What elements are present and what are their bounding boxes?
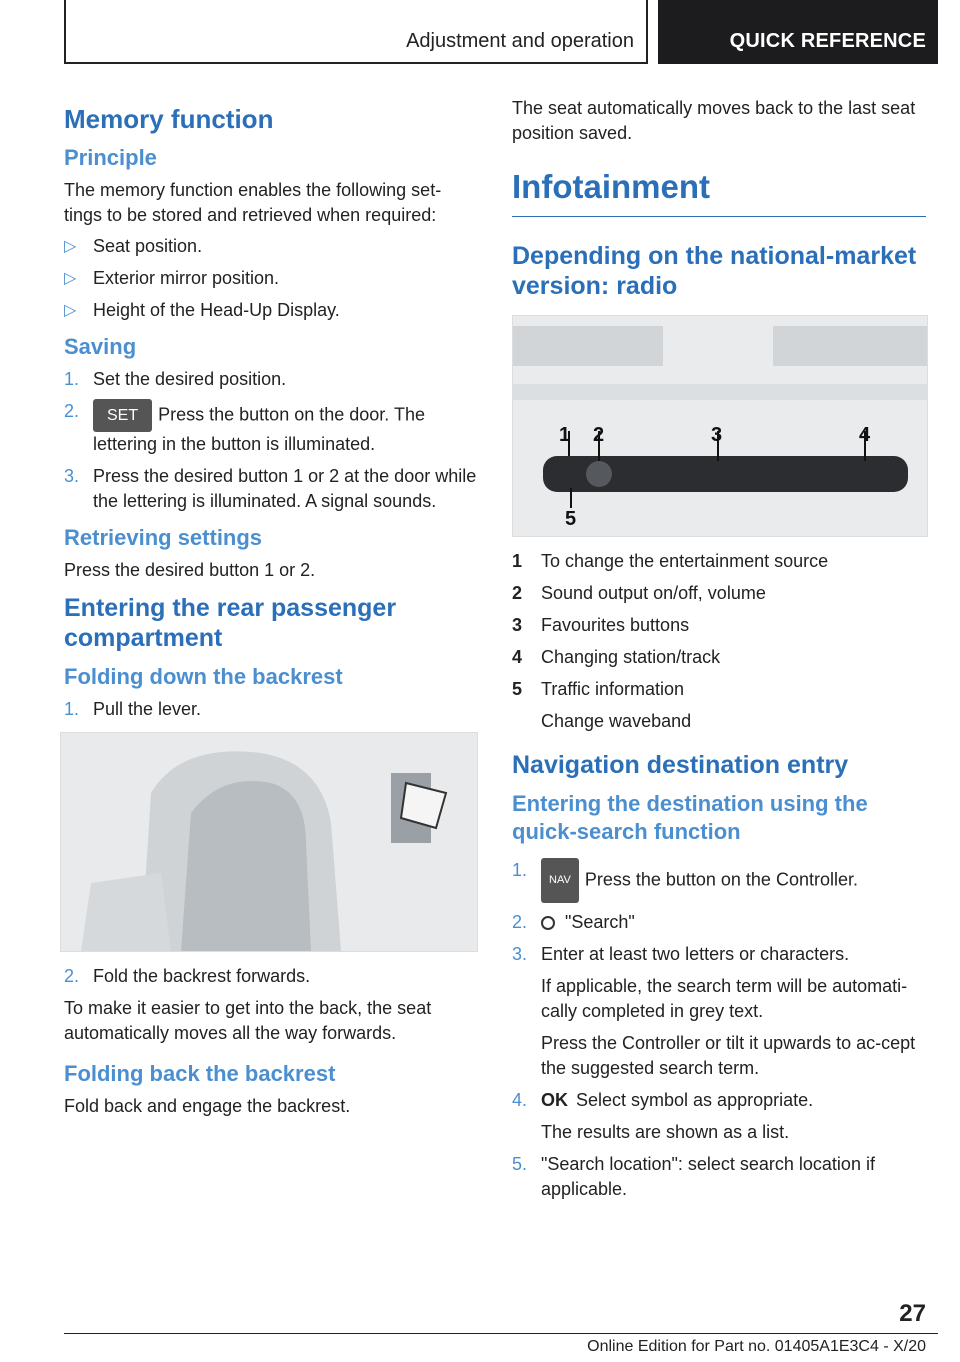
callout-2: 2 (593, 424, 605, 446)
list-item: 1. Set the desired position. (64, 369, 287, 389)
list-item: 1. NAV Press the button on the Controller. (512, 858, 926, 903)
legend-row: 3 Favourites buttons (512, 615, 690, 635)
memory-title: Memory function (64, 104, 274, 134)
legend-row: 1 To change the entertainment source (512, 551, 829, 571)
header-section-title: Adjustment and operation (406, 30, 634, 52)
nav-title: Navigation destination entry (512, 751, 849, 779)
callout-4: 4 (859, 424, 871, 446)
list-item: 2. Fold the backrest forwards. (64, 966, 311, 986)
principle-text: The memory function enables the following set-tings to be stored and retrieved when required: (64, 180, 442, 225)
list-item: ▷ Height of the Head-Up Display. (64, 298, 478, 323)
search-icon (541, 916, 555, 930)
retrieving-text: Press the desired button 1 or 2. (64, 560, 316, 580)
seat-text: The seat automatically moves back to the last seat position saved. (512, 98, 916, 143)
list-item: 3. Enter at least two letters or characters. (512, 944, 850, 964)
list-item: ▷ Seat position. (64, 234, 478, 259)
saving-steps (64, 367, 478, 514)
header-section-box (64, 0, 648, 64)
list-item: 3. Press the desired button 1 or 2 at the door while the lettering is illuminated. A signal sounds. (64, 466, 477, 511)
list-item: The results are shown as a list. (541, 1122, 790, 1142)
header-tab-label: QUICK REFERENCE (729, 30, 926, 52)
quick-title: Entering the destination using the quick-search function (512, 791, 868, 844)
footer (64, 1333, 938, 1355)
list-item: 4. OK Select symbol as appropriate. (512, 1090, 814, 1110)
triangle-icon: ▷ (64, 238, 77, 255)
header-tab[interactable] (658, 0, 938, 64)
radio-title: Depending on the national-market version: radio (512, 242, 917, 300)
left-column (64, 96, 478, 1125)
seat-photo (60, 732, 478, 952)
triangle-icon: ▷ (64, 270, 77, 287)
rear-title: Entering the rear passenger compartment (64, 594, 397, 652)
folding-steps (64, 697, 478, 722)
list-item: 2. "Search" (512, 912, 635, 932)
legend-row: 5 Traffic information (512, 679, 685, 699)
nav-steps (512, 858, 926, 1202)
right-column (512, 96, 926, 1209)
back-text: Fold back and engage the backrest. (64, 1096, 351, 1116)
list-item: Press the Controller or tilt it upwards to ac-cept the suggested search term. (541, 1033, 916, 1078)
callout-5: 5 (565, 508, 577, 530)
folding-steps-2 (64, 964, 478, 989)
list-item: 1. Pull the lever. (64, 699, 202, 719)
folding-title: Folding down the backrest (64, 664, 343, 689)
infotainment-title: Infotainment (512, 172, 926, 217)
list-item: 2. SET Press the button on the door. The lettering in the button is illuminated. (64, 401, 425, 454)
legend-row: Change waveband (541, 711, 692, 731)
nav-button-icon: NAV (541, 858, 579, 903)
set-button-icon: SET (93, 399, 152, 432)
page-number: 27 (899, 1300, 926, 1327)
principle-title: Principle (64, 145, 157, 170)
triangle-icon: ▷ (64, 302, 77, 319)
list-item: ▷ Exterior mirror position. (64, 266, 478, 291)
ok-icon: OK (541, 1090, 568, 1110)
callout-3: 3 (711, 424, 723, 446)
retrieving-title: Retrieving settings (64, 525, 263, 550)
principle-list (64, 234, 478, 323)
back-title: Folding back the backrest (64, 1061, 336, 1086)
radio-legend (512, 549, 926, 734)
saving-title: Saving (64, 334, 137, 359)
radio-photo (512, 315, 928, 537)
list-item: If applicable, the search term will be automati-cally completed in grey text. (541, 976, 908, 1021)
callout-1: 1 (559, 424, 571, 446)
folding-note: To make it easier to get into the back, the seat automatically moves all the way forwards. (64, 998, 432, 1043)
legend-row: 2 Sound output on/off, volume (512, 583, 766, 603)
list-item: 5. "Search location": select search location if applicable. (512, 1154, 875, 1199)
legend-row: 4 Changing station/track (512, 647, 721, 667)
footer-text: Online Edition for Part no. 01405A1E3C4 - X/20 (587, 1338, 926, 1355)
seat-illustration (61, 733, 477, 951)
